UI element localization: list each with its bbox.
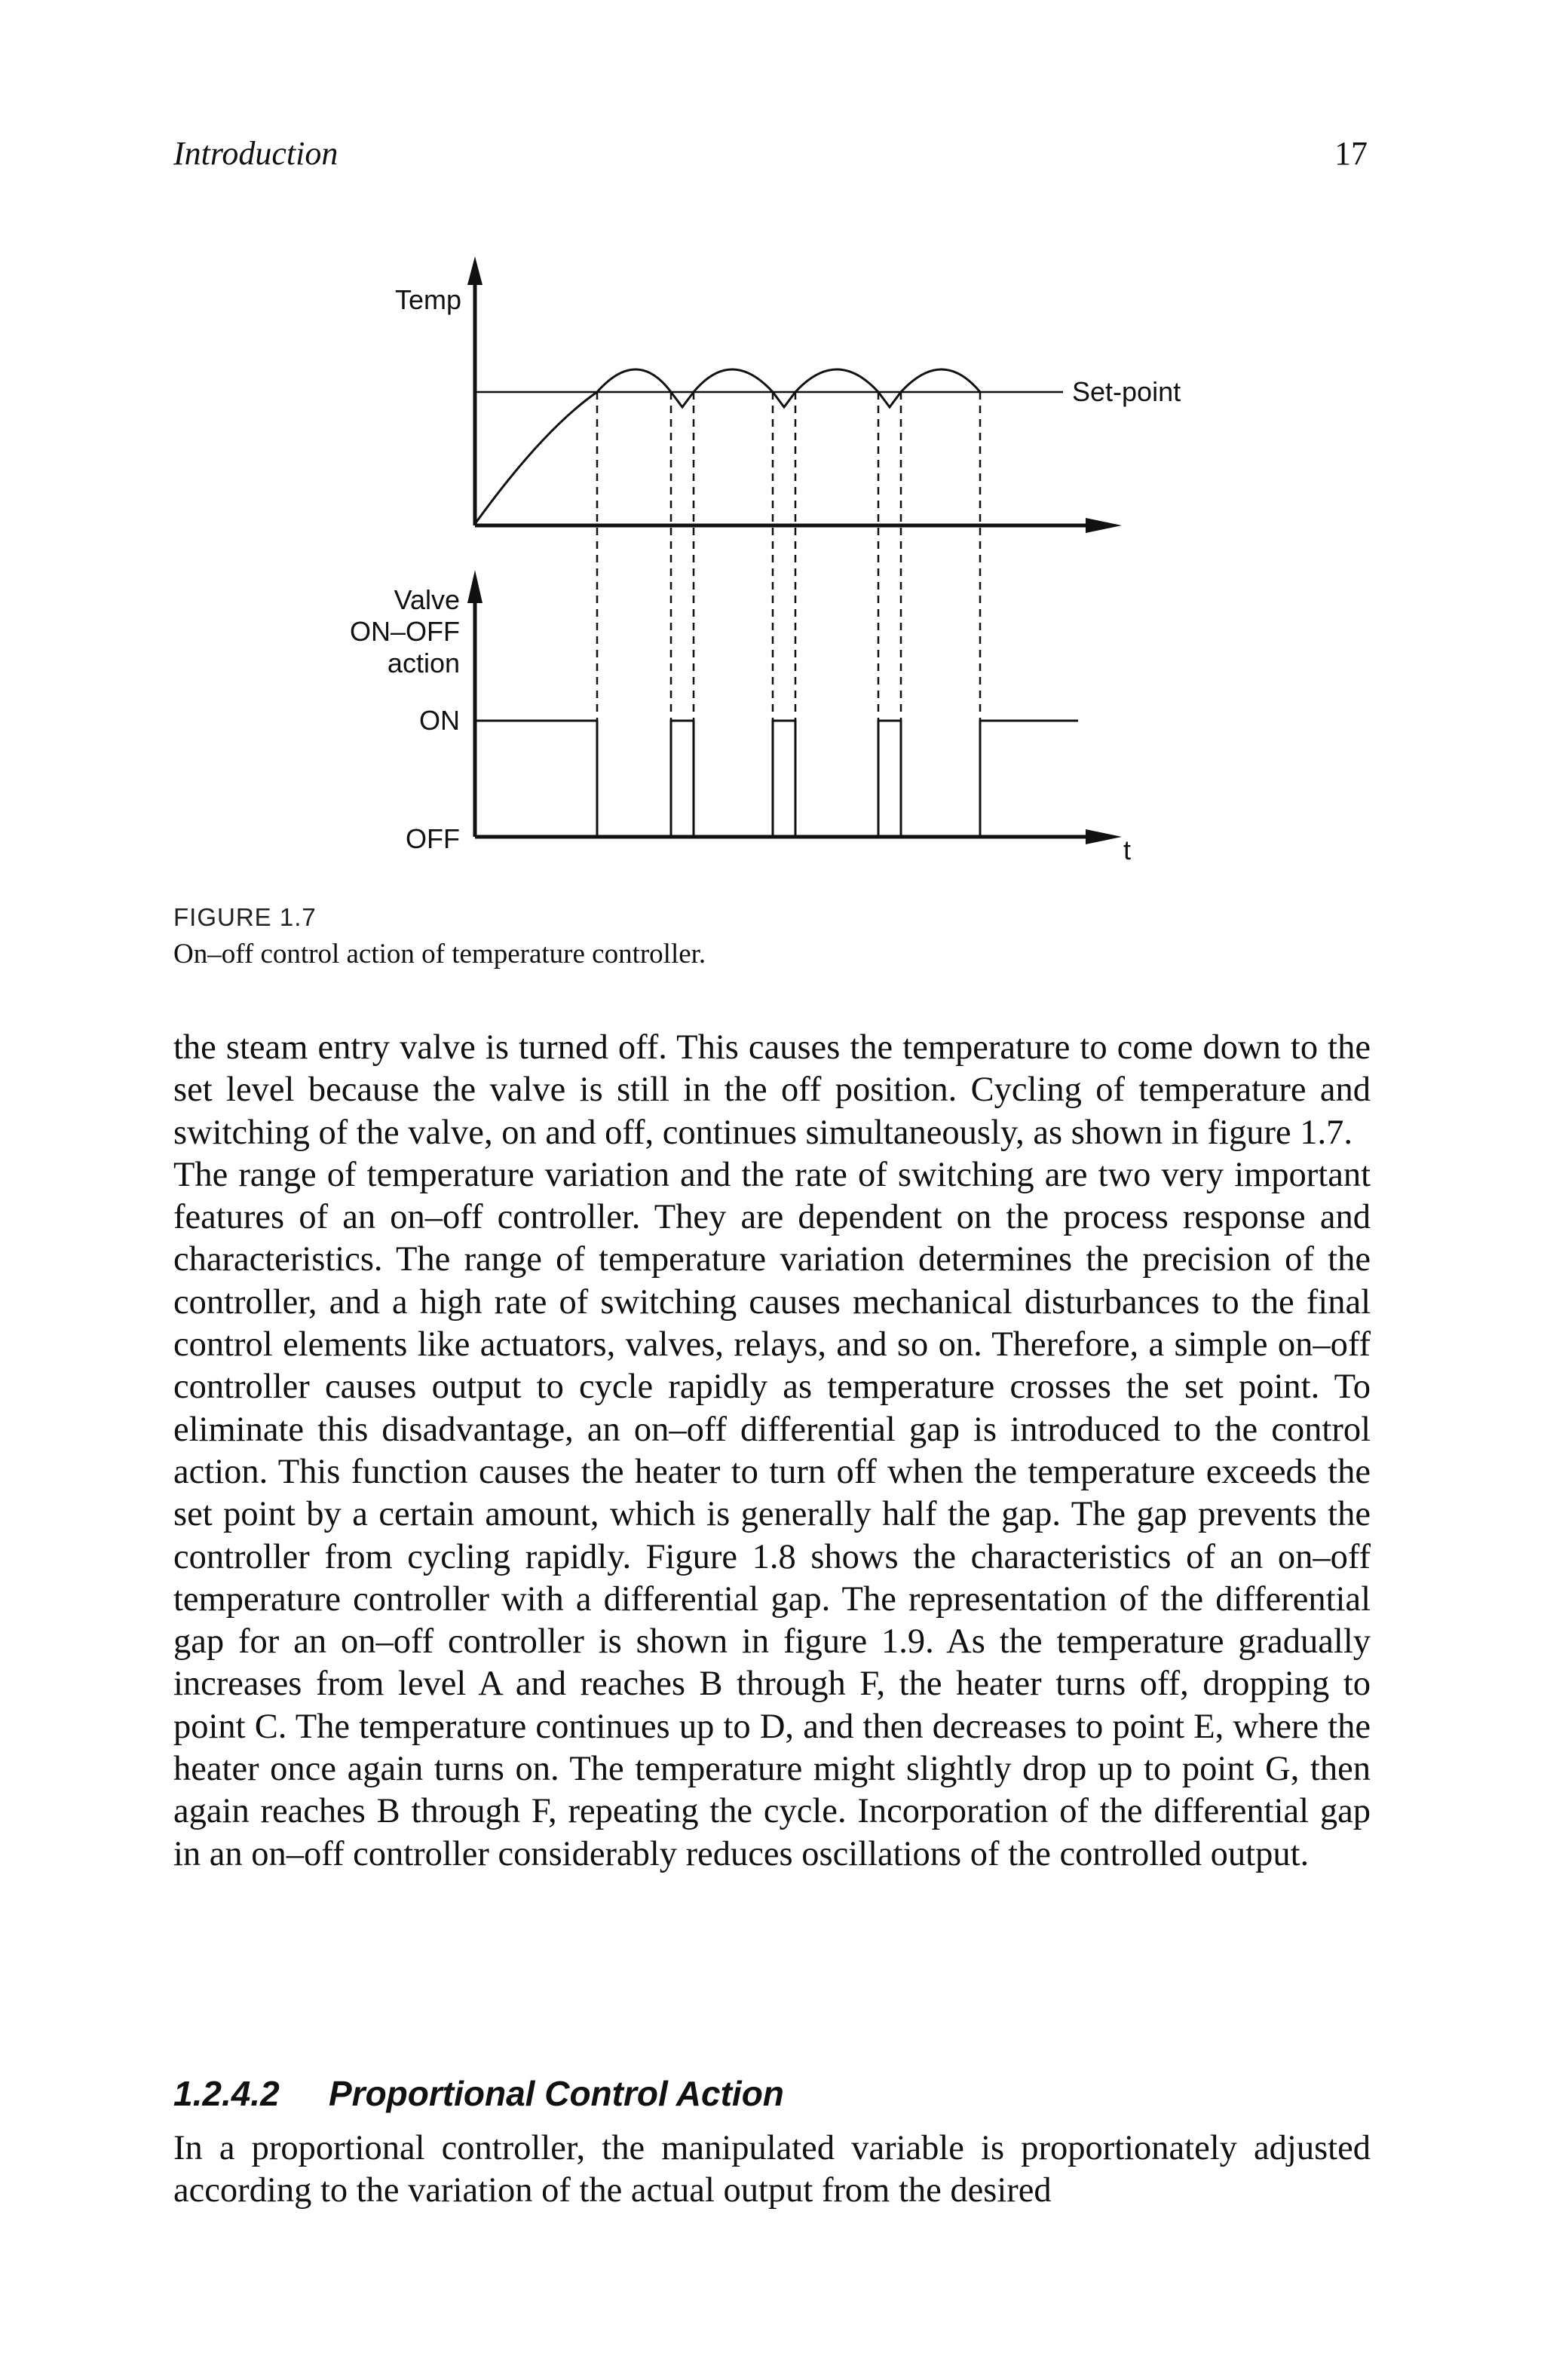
section-title: Proportional Control Action <box>329 2074 784 2113</box>
valve-label-line-2: ON–OFF <box>349 616 460 647</box>
temp-axis-label: Temp <box>394 284 461 315</box>
on-off-control-figure <box>0 0 1544 890</box>
setpoint-label: Set-point <box>1072 376 1181 407</box>
valve-label-line-1: Valve <box>394 584 460 615</box>
valve-y-axis-arrow <box>467 570 482 603</box>
time-axis-label: t <box>1123 835 1132 865</box>
temperature-plot <box>395 256 1181 837</box>
section-heading <box>173 2073 784 2114</box>
body-text <box>173 1027 1371 1876</box>
figure-caption <box>173 899 1380 973</box>
body-paragraph: the steam entry valve is turned off. This causes the temperature to come down to the set level because the valve is still in the off position. Cycling of temperature and switching of the valve, on and off, continues simultaneously, as shown in figure 1.7. <box>173 1028 1371 1152</box>
figure-label: FIGURE 1.7 <box>173 903 317 931</box>
figure-caption-text: On–off control action of temperature controller. <box>173 939 706 969</box>
section-paragraph: In a proportional controller, the manipulated variable is proportionately adjusted according to the variation of the actual output from the desired <box>173 2129 1371 2210</box>
dashed-guides <box>597 392 980 837</box>
on-label: ON <box>419 705 460 736</box>
page-number: 17 <box>1334 135 1368 172</box>
valve-waveform <box>475 721 1078 837</box>
temp-x-axis-arrow <box>1086 518 1122 533</box>
valve-label-line-3: action <box>387 648 460 678</box>
section-text <box>173 2127 1371 2213</box>
running-title: Introduction <box>173 135 339 172</box>
valve-x-axis-arrow <box>1086 829 1122 844</box>
section-number: 1.2.4.2 <box>173 2074 280 2113</box>
body-paragraph: The range of temperature variation and the rate of switching are two very important features of an on–off controller. They are dependent on the process response and characteristics. The range of temperature variation determines the precision of the controller, and a high rate of switching causes mechanical disturbances to the final control elements like actuators, valves, relays, and so on. Therefore, a simple on–off controller causes output to cycle rapidly as temperature crosses the set point. To eliminate this disadvantage, an on–off differential gap is introduced to the control action. This function causes the heater to turn off when the temperature exceeds the set point by a certain amount, which is generally half the gap. The gap prevents the controller from cycling rapidly. Figure 1.8 shows the characteristics of an on–off temperature controller with a differential gap. The representation of the differential gap for an on–off controller is shown in figure 1.9. As the temperature gradually increases from level A and reaches B through F, the heater turns off, dropping to point C. The temperature continues up to D, and then decreases to point E, where the heater once again turns on. The temperature might slightly drop up to point G, then again reaches B through F, repeating the cycle. Incorporation of the differential gap in an on–off controller considerably reduces oscillations of the controlled output. <box>173 1155 1371 1873</box>
off-label: OFF <box>406 823 460 854</box>
valve-plot <box>350 570 1131 865</box>
temp-y-axis-arrow <box>467 256 482 285</box>
